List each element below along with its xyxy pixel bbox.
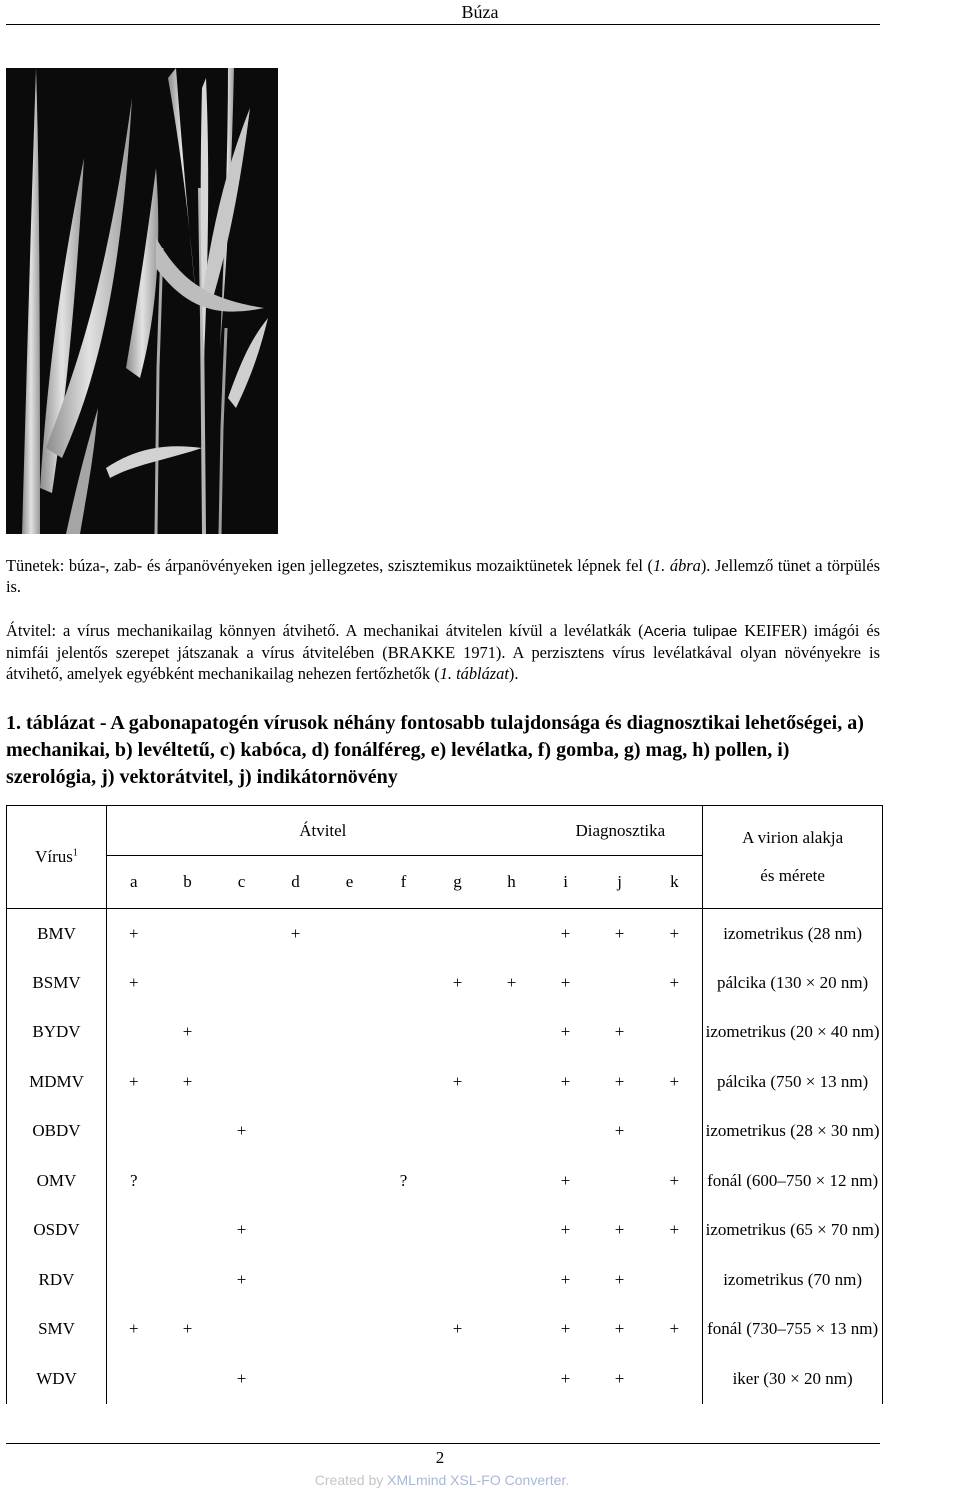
marker-cell [269, 1305, 323, 1355]
marker-cell [323, 1354, 377, 1404]
virus-name-cell: OBDV [7, 1107, 107, 1157]
letter-header: a [107, 856, 161, 909]
table-row [7, 909, 883, 959]
footer-credit: Created by XMLmind XSL-FO Converter. [314, 1472, 570, 1488]
marker-cell [269, 1057, 323, 1107]
virion-cell: izometrikus (28 nm) [703, 909, 883, 959]
transmission-paragraph [6, 620, 880, 684]
marker-cell [377, 1354, 431, 1404]
marker-cell [485, 1057, 539, 1107]
marker-cell [485, 1156, 539, 1206]
marker-cell: + [452, 1319, 463, 1339]
table-row [7, 1305, 883, 1355]
marker-cell: + [614, 1269, 625, 1289]
marker-cell [215, 1305, 269, 1355]
symptoms-label: Tünetek: [6, 556, 65, 575]
marker-cell [377, 1008, 431, 1058]
species-name: Aceria tulipae [643, 623, 738, 640]
marker-cell: + [647, 1206, 703, 1256]
table-row [7, 1008, 883, 1058]
marker-cell: + [182, 1071, 193, 1091]
virus-name-cell: RDV [7, 1255, 107, 1305]
marker-cell: + [614, 923, 625, 943]
wheat-leaves-image [6, 68, 278, 534]
virus-name-cell: OMV [7, 1156, 107, 1206]
letter-header: k [647, 856, 703, 909]
marker-cell [323, 1156, 377, 1206]
symptoms-text: búza-, zab- és árpanövényeken igen jellegzetes, szisztemikus mozaiktünetek lépnek fel ( [64, 556, 653, 575]
marker-cell: + [614, 1368, 625, 1388]
marker-cell: + [614, 1071, 625, 1091]
letter-header: c [215, 856, 269, 909]
marker-cell: + [560, 1368, 571, 1388]
table-row [7, 1057, 883, 1107]
figure-reference: 1. ábra [652, 556, 701, 575]
marker-cell: + [647, 1057, 703, 1107]
marker-cell [323, 1206, 377, 1256]
page-number: 2 [435, 1448, 445, 1467]
marker-cell [485, 1354, 539, 1404]
marker-cell [323, 1008, 377, 1058]
marker-cell [269, 1255, 323, 1305]
marker-cell [215, 1057, 269, 1107]
marker-cell: + [560, 1022, 571, 1042]
symptoms-paragraph [6, 555, 880, 597]
marker-cell [431, 1206, 485, 1256]
table-row [7, 1255, 883, 1305]
virus-name-cell: BSMV [7, 958, 107, 1008]
marker-cell [269, 1206, 323, 1256]
marker-cell: + [614, 1319, 625, 1339]
marker-cell [431, 1107, 485, 1157]
marker-cell [161, 958, 215, 1008]
marker-cell: + [290, 923, 301, 943]
marker-cell [161, 1354, 215, 1404]
page-header-title: Búza [461, 2, 499, 22]
table-row [7, 1156, 883, 1206]
letter-header: j [593, 856, 647, 909]
marker-cell [161, 1206, 215, 1256]
marker-cell: + [560, 972, 571, 992]
marker-cell [161, 1156, 215, 1206]
marker-cell [215, 1156, 269, 1206]
marker-cell: + [452, 1071, 463, 1091]
marker-cell [485, 1107, 539, 1157]
virus-table [6, 805, 883, 1404]
marker-cell [647, 1008, 703, 1058]
converter-name: XMLmind XSL-FO Converter [387, 1472, 566, 1488]
marker-cell: + [236, 1220, 247, 1240]
letter-header: f [377, 856, 431, 909]
marker-cell [323, 1305, 377, 1355]
marker-cell [107, 1206, 161, 1256]
marker-cell: + [236, 1269, 247, 1289]
header-rule [6, 24, 880, 25]
marker-cell: + [647, 909, 703, 959]
marker-cell [215, 958, 269, 1008]
marker-cell [269, 1354, 323, 1404]
marker-cell [431, 1255, 485, 1305]
marker-cell: + [182, 1022, 193, 1042]
marker-cell: + [236, 1368, 247, 1388]
footer-rule [6, 1443, 880, 1444]
marker-cell [269, 1008, 323, 1058]
marker-cell [431, 1156, 485, 1206]
marker-cell: + [647, 1305, 703, 1355]
marker-cell [485, 909, 539, 959]
marker-cell: + [182, 1319, 193, 1339]
marker-cell [323, 1255, 377, 1305]
marker-cell: + [647, 958, 703, 1008]
marker-cell [377, 1305, 431, 1355]
marker-cell: + [128, 972, 139, 992]
marker-cell [377, 958, 431, 1008]
marker-cell [161, 1107, 215, 1157]
marker-cell [161, 1255, 215, 1305]
marker-cell [215, 1008, 269, 1058]
virion-cell: fonál (600–750 × 12 nm) [703, 1156, 883, 1206]
marker-cell: + [560, 1071, 571, 1091]
virus-name-cell: BYDV [7, 1008, 107, 1058]
marker-cell [377, 1057, 431, 1107]
marker-cell: + [560, 1269, 571, 1289]
table-row [7, 1354, 883, 1404]
marker-cell [107, 1255, 161, 1305]
marker-cell [593, 958, 647, 1008]
virion-cell: izometrikus (70 nm) [703, 1255, 883, 1305]
virus-column-header: Vírus$^1$ [7, 806, 107, 909]
letter-header: h [485, 856, 539, 909]
marker-cell [539, 1107, 593, 1157]
marker-cell [323, 1057, 377, 1107]
table-row [7, 1107, 883, 1157]
letter-header: e [323, 856, 377, 909]
letter-header: g [431, 856, 485, 909]
marker-cell [485, 1305, 539, 1355]
transmission-text-a: Átvitel: a vírus mechanikailag könnyen átvihető. A mechanikai átvitelen kívül a levélatkák ( [6, 621, 644, 640]
symptoms-tail: ). Jellemző tünet a törpülés is. [6, 556, 880, 596]
marker-cell [323, 958, 377, 1008]
marker-cell [269, 1107, 323, 1157]
marker-cell [647, 1354, 703, 1404]
virion-cell: fonál (730–755 × 13 nm) [703, 1305, 883, 1355]
marker-cell [269, 1156, 323, 1206]
letter-header: b [161, 856, 215, 909]
diagnostics-group-header: Diagnosztika [539, 806, 703, 856]
marker-cell [485, 1206, 539, 1256]
marker-cell [107, 1008, 161, 1058]
letter-header: d [269, 856, 323, 909]
marker-cell [377, 909, 431, 959]
marker-cell: + [560, 923, 571, 943]
table-row [7, 1206, 883, 1256]
marker-cell: + [506, 972, 517, 992]
virion-cell: pálcika (130 × 20 nm) [703, 958, 883, 1008]
transmission-tail: ). [508, 664, 519, 683]
virion-cell: izometrikus (20 × 40 nm) [703, 1008, 883, 1058]
marker-cell: ? [399, 1170, 408, 1190]
marker-cell: + [647, 1156, 703, 1206]
marker-cell [377, 1107, 431, 1157]
marker-cell [647, 1107, 703, 1157]
marker-cell: + [128, 1071, 139, 1091]
marker-cell: + [614, 1121, 625, 1141]
marker-cell [593, 1156, 647, 1206]
marker-cell: + [560, 1319, 571, 1339]
virion-header-line1: A virion alakja [703, 806, 883, 856]
wheat-figure [6, 68, 278, 534]
virion-cell: iker (30 × 20 nm) [703, 1354, 883, 1404]
virus-name-cell: BMV [7, 909, 107, 959]
marker-cell [647, 1255, 703, 1305]
marker-cell [269, 958, 323, 1008]
virus-name-cell: SMV [7, 1305, 107, 1355]
marker-cell [323, 1107, 377, 1157]
marker-cell: + [614, 1220, 625, 1240]
marker-cell: + [236, 1121, 247, 1141]
virion-header-line2: és mérete [703, 856, 883, 909]
transmission-text-b: KEIFER) imágói és nimfái jelentős szerepet játszanak a vírus átvitelében (BRAKKE 1971). A perzisztens vírus levélatkával olyan növényekre is átvihető, amelyek egyébként mechanikailag nehezen fertőzhetők ( [6, 621, 880, 683]
virus-table-container [6, 805, 880, 1400]
marker-cell: + [128, 923, 139, 943]
marker-cell [107, 1354, 161, 1404]
marker-cell [107, 1107, 161, 1157]
marker-cell [431, 1354, 485, 1404]
marker-cell [215, 909, 269, 959]
marker-cell [323, 909, 377, 959]
marker-cell: + [452, 972, 463, 992]
marker-cell [431, 909, 485, 959]
marker-cell [377, 1255, 431, 1305]
table-row [7, 958, 883, 1008]
letter-header: i [539, 856, 593, 909]
table-reference: 1. táblázat [439, 664, 509, 683]
marker-cell: + [560, 1220, 571, 1240]
marker-cell [485, 1255, 539, 1305]
virus-name-cell: MDMV [7, 1057, 107, 1107]
transmission-group-header: Átvitel [107, 806, 539, 856]
virion-cell: izometrikus (65 × 70 nm) [703, 1206, 883, 1256]
table-caption: 1. táblázat - A gabonapatogén vírusok néhány fontosabb tulajdonsága és diagnosztikai lehetőségei, a) mechanikai, b) levéltetű, c) kabóca, d) fonálféreg, e) levélatka, f) gomba, g) mag, h) pollen, i) szerológia, j) vektorátvitel, j) indikátornövény [6, 712, 864, 788]
virion-cell: pálcika (750 × 13 nm) [703, 1057, 883, 1107]
marker-cell [431, 1008, 485, 1058]
marker-cell: ? [129, 1170, 138, 1190]
virion-cell: izometrikus (28 × 30 nm) [703, 1107, 883, 1157]
virus-name-cell: WDV [7, 1354, 107, 1404]
marker-cell [161, 909, 215, 959]
marker-cell: + [614, 1022, 625, 1042]
marker-cell: + [128, 1319, 139, 1339]
marker-cell: + [560, 1170, 571, 1190]
marker-cell [377, 1206, 431, 1256]
marker-cell [485, 1008, 539, 1058]
virus-name-cell: OSDV [7, 1206, 107, 1256]
